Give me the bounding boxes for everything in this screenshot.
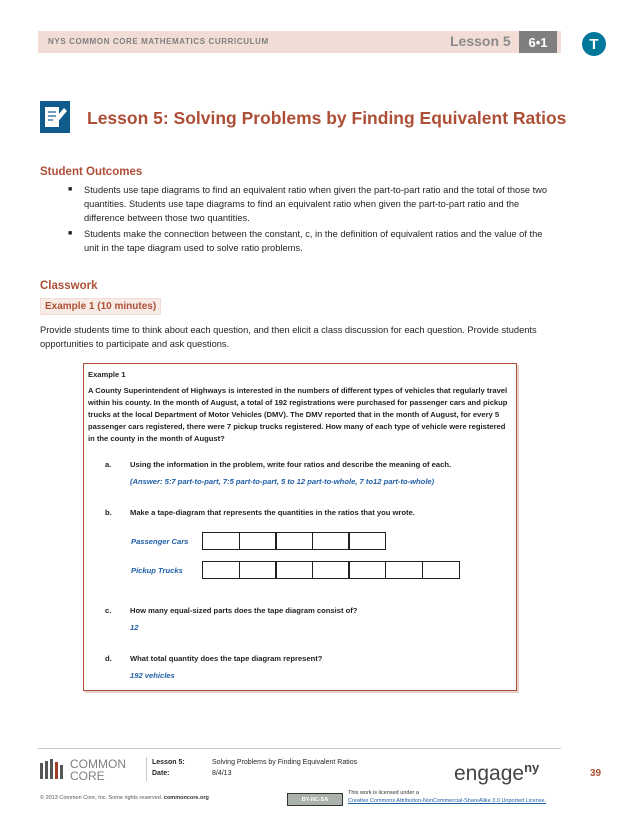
tape-segment	[275, 561, 313, 579]
curriculum-name: NYS COMMON CORE MATHEMATICS CURRICULUM	[48, 37, 269, 46]
tape-segment	[385, 561, 423, 579]
bullet-square-icon: ■	[68, 186, 73, 193]
outcome-bullet-2: Students make the connection between the constant, c, in the definition of equivalent ratios and the value of the unit in the tape diagram used to solve ratio problems.	[84, 229, 543, 253]
common-core-logo-icon	[40, 759, 66, 779]
common-core-line2: CORE	[70, 769, 105, 783]
footer-date-value: 8/4/13	[212, 770, 232, 777]
passenger-cars-tape	[202, 532, 385, 550]
passenger-cars-label: Passenger Cars	[131, 537, 189, 546]
engageny-logo	[454, 760, 539, 786]
question-b-letter: b.	[105, 508, 112, 517]
common-core-line1: COMMON	[70, 757, 126, 771]
question-a-answer: (Answer: 5:7 part-to-part, 7:5 part-to-part, 5 to 12 part-to-whole, 7 to12 part-to-whole)	[130, 477, 435, 486]
classwork-intro: Provide students time to think about each question, and then elicit a class discussion for each question. Provide students opportunities to participate and ask questions.	[40, 325, 537, 349]
engage-word: engage	[454, 762, 525, 785]
question-a-letter: a.	[105, 460, 112, 469]
tape-segment	[275, 532, 313, 550]
tape-segment	[312, 561, 350, 579]
tape-segment	[348, 561, 386, 579]
question-d-text: What total quantity does the tape diagram represent?	[130, 654, 323, 663]
footer-date-label: Date:	[152, 770, 170, 777]
header-lesson: Lesson 5	[450, 33, 511, 49]
cc-license-badge: BY-NC-SA	[287, 793, 343, 806]
page-number: 39	[590, 768, 602, 779]
question-c-text: How many equal-sized parts does the tape diagram consist of?	[130, 606, 358, 615]
question-b-text: Make a tape-diagram that represents the quantities in the ratios that you wrote.	[130, 508, 415, 517]
example-problem: A County Superintendent of Highways is interested in the numbers of different types of vehicles that regularly travel within his county. In the month of August, a total of 192 registrations were purchased for passenger cars and pickup trucks at the local Department of Motor Vehicles (DMV). The DMV reported that in the month of August, for every 5 passenger cars registered, there were 7 pickup trucks registered. How many of each type of vehicle were registered in the county in the month of August?	[88, 386, 508, 443]
tape-segment	[422, 561, 460, 579]
tape-segment	[348, 532, 386, 550]
example-tag: Example 1 (10 minutes)	[40, 298, 161, 315]
classwork-heading: Classwork	[40, 280, 98, 292]
lesson-title: Lesson 5: Solving Problems by Finding Equivalent Ratios	[87, 108, 567, 128]
question-d-letter: d.	[105, 654, 112, 663]
common-core-wordmark	[70, 758, 126, 782]
tape-segment	[202, 532, 240, 550]
ny-superscript: ny	[524, 760, 540, 775]
pickup-trucks-label: Pickup Trucks	[131, 566, 183, 575]
footer-lesson-label: Lesson 5:	[152, 759, 185, 766]
grade-module-badge: 6•1	[519, 31, 557, 53]
question-d-answer: 192 vehicles	[130, 671, 175, 680]
tape-segment	[239, 561, 277, 579]
tape-segment	[312, 532, 350, 550]
tape-segment	[202, 561, 240, 579]
footer-vertical-divider	[146, 757, 147, 781]
example-label: Example 1	[88, 370, 126, 379]
license-link[interactable]: Creative Commons Attribution-NonCommercial-ShareAlike 3.0 Unported License.	[348, 798, 547, 804]
teacher-badge: T	[582, 32, 606, 56]
question-c-answer: 12	[130, 623, 139, 632]
student-outcomes-heading: Student Outcomes	[40, 166, 143, 178]
copyright-text: © 2013 Common Core, Inc. Some rights reserved.	[40, 795, 163, 801]
bullet-square-icon: ■	[68, 230, 73, 237]
question-c-letter: c.	[105, 606, 112, 615]
notepad-pencil-icon	[40, 101, 70, 133]
tape-segment	[239, 532, 277, 550]
license-text: This work is licensed under a	[348, 790, 419, 796]
question-a-text: Using the information in the problem, write four ratios and describe the meaning of each.	[130, 460, 452, 469]
outcome-bullet-1: Students use tape diagrams to find an equivalent ratio when given the part-to-part ratio and the total of those two quantities. Students use tape diagrams to find an equivalent ratio when given the part-to-part ratio and the difference between those two quantities.	[84, 185, 548, 223]
footer-lesson-value: Solving Problems by Finding Equivalent Ratios	[212, 759, 358, 766]
copyright-notice	[40, 795, 209, 801]
pickup-trucks-tape	[202, 561, 458, 579]
copyright-site: commoncore.org	[163, 795, 209, 801]
footer-divider	[38, 748, 561, 749]
